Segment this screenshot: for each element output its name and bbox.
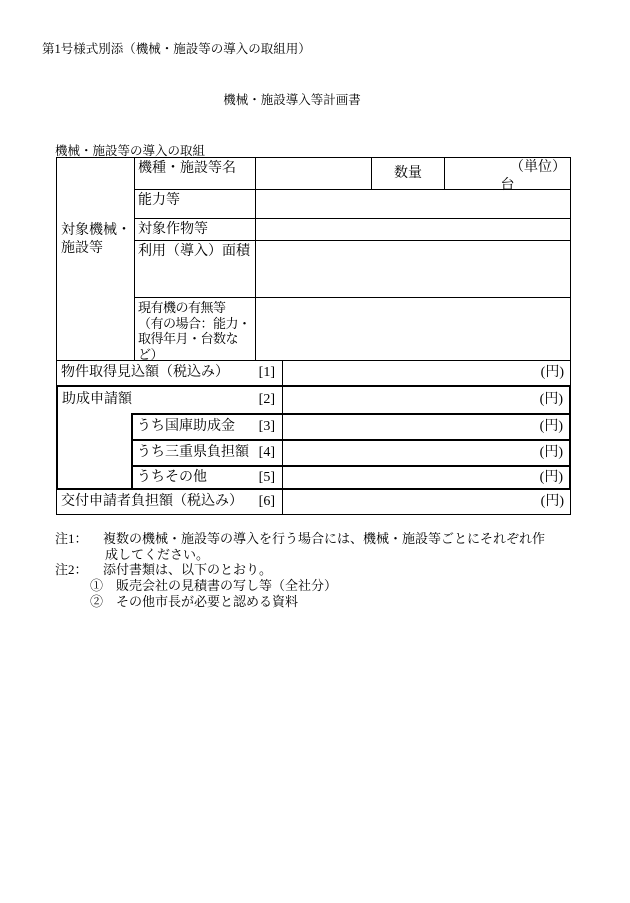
note-1-label: 注1： (55, 531, 88, 546)
applicant-share-value-cell (283, 490, 570, 514)
national-subsidy-value-cell (283, 415, 569, 439)
section-heading: 機械・施設等の導入の取組 (55, 144, 206, 158)
acquisition-cost-value-cell (283, 361, 570, 385)
group-label-cell (57, 158, 135, 360)
usage-area-label-cell: 利用（導入）面積 (135, 241, 256, 297)
group-label-line-2: 施設等 (61, 240, 103, 256)
applicant-share-unit: (円) (540, 494, 564, 510)
usage-area-row (135, 241, 570, 298)
prefecture-share-row (133, 441, 569, 467)
note-1-text: 複数の機械・施設等の導入を行う場合には、機械・施設等ごとにそれぞれ作 (103, 531, 546, 546)
usage-area-value-cell (256, 241, 570, 297)
quantity-label-cell: 数量 (372, 158, 445, 189)
document-title: 機械・施設導入等計画書 (223, 93, 361, 107)
machine-name-value-cell (256, 158, 372, 189)
national-subsidy-ref: [3] (258, 419, 275, 435)
applicant-share-label-cell (57, 490, 283, 514)
acquisition-cost-unit: (円) (540, 365, 564, 381)
existing-machine-row (135, 298, 570, 360)
other-share-label-cell (133, 467, 283, 488)
machine-name-label-cell: 機種・施設等名 (135, 158, 256, 189)
subsidy-block (56, 385, 571, 490)
note-2-item-2: ② その他市長が必要と認める資料 (90, 593, 299, 609)
prefecture-share-value-cell (283, 441, 569, 465)
note-2-text: 添付書類は、以下のとおり。 (103, 562, 273, 578)
group-label-line-1: 対象機械・ (61, 223, 131, 238)
other-share-ref: [5] (258, 469, 275, 485)
unit-caption: （単位） (510, 160, 566, 175)
applicant-share-row (56, 490, 571, 515)
capability-value-cell (256, 190, 570, 218)
subsidy-amount-row (58, 387, 569, 413)
unit-value: 台 (500, 177, 515, 193)
machine-spec-section (56, 157, 571, 361)
national-subsidy-label-cell (133, 415, 283, 439)
national-subsidy-row (133, 415, 569, 441)
existing-machine-value-cell (256, 298, 570, 360)
national-subsidy-label: うち国庫助成金 (137, 419, 235, 435)
notes (55, 531, 545, 610)
subsidy-amount-value-cell (283, 387, 569, 413)
applicant-share-ref: [6] (258, 494, 275, 510)
national-subsidy-unit: (円) (539, 419, 563, 435)
note-2 (55, 562, 545, 578)
note-2-item-1: ① 販売会社の見積書の写し等（全社分） (90, 578, 338, 594)
existing-machine-label-line-1: 現有機の有無等 (138, 300, 226, 315)
subsidy-amount-ref: [2] (258, 392, 275, 408)
prefecture-share-label: うち三重県負担額 (137, 445, 249, 461)
target-crops-label-cell: 対象作物等 (135, 219, 256, 240)
target-crops-value-cell (256, 219, 570, 240)
acquisition-cost-ref: [1] (258, 365, 275, 381)
acquisition-cost-label-cell (57, 361, 283, 385)
note-2-label: 注2： (55, 562, 88, 578)
unit-cell (445, 158, 570, 193)
applicant-share-label: 交付申請者負担額（税込み） (61, 494, 243, 510)
capability-row (135, 190, 570, 219)
capability-label-cell: 能力等 (135, 190, 256, 218)
other-share-row (133, 467, 569, 488)
subsidy-block-spacer (58, 413, 131, 488)
prefecture-share-ref: [4] (258, 445, 275, 461)
machine-name-row (135, 158, 570, 193)
other-share-label: うちその他 (137, 469, 207, 485)
existing-machine-label-cell (135, 298, 256, 360)
existing-machine-label-line-2: （有の場合：能力・ (138, 315, 251, 331)
plan-table (56, 157, 571, 515)
subsidy-amount-label-cell (58, 387, 283, 413)
form-id: 第1号様式別添（機械・施設等の導入の取組用） (42, 42, 311, 56)
subsidy-amount-unit: (円) (539, 392, 563, 408)
existing-machine-label-line-4: ど） (138, 346, 164, 362)
prefecture-share-unit: (円) (539, 445, 563, 461)
acquisition-cost-label: 物件取得見込額（税込み） (61, 365, 229, 381)
note-1-continuation: 成してください。 (105, 546, 210, 562)
subsidy-amount-label: 助成申請額 (62, 392, 132, 408)
other-share-unit: (円) (539, 469, 563, 485)
note-1 (55, 531, 545, 547)
existing-machine-label-line-3: 取得年月・台数な (138, 331, 239, 346)
other-share-value-cell (283, 467, 569, 488)
acquisition-cost-row (56, 361, 571, 385)
target-crops-row (135, 219, 570, 241)
prefecture-share-label-cell (133, 441, 283, 465)
